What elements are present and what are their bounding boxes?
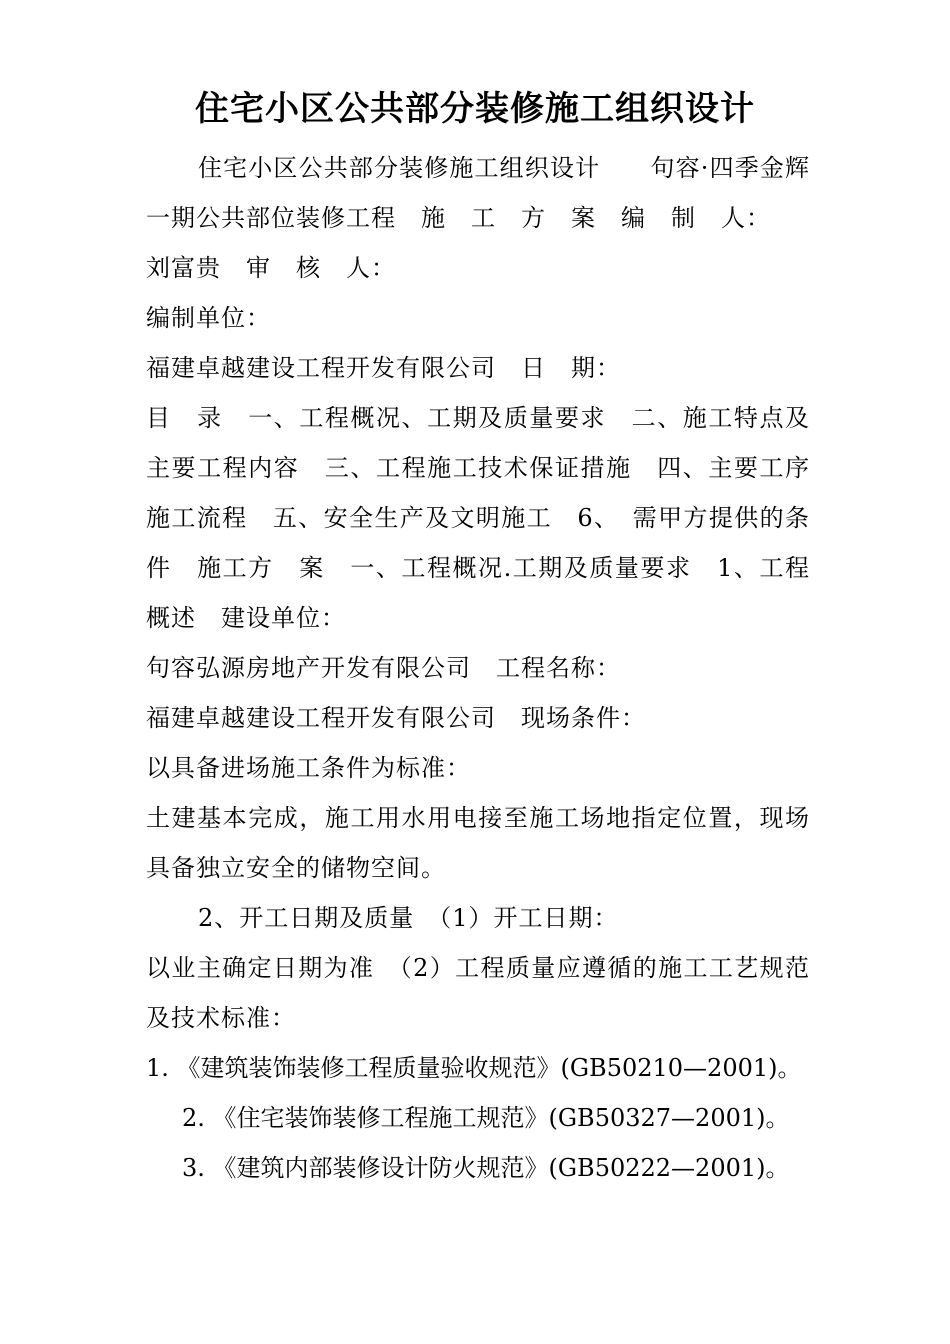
document-title: 住宅小区公共部分装修施工组织设计: [195, 89, 755, 129]
paragraph-unit: 编制单位：: [146, 304, 271, 332]
paragraph-header-info: 住宅小区公共部分装修施工组织设计 句容·四季金辉一期公共部位装修工程 施 工 方 案 编 制 人：: [146, 154, 810, 232]
paragraph-reviewer: 刘富贵 审 核 人：: [146, 254, 396, 282]
paragraph-quality-standards: 以业主确定日期为准 （2）工程质量应遵循的施工工艺规范及技术标准：: [146, 954, 810, 1032]
paragraph-start-date-heading: 2、开工日期及质量 （1）开工日期：: [198, 904, 619, 932]
paragraph-developer: 句容弘源房地产开发有限公司 工程名称：: [146, 654, 621, 682]
standard-item: 3. 《建筑内部装修设计防火规范》(GB50222—2001)。: [182, 1154, 790, 1182]
paragraph-site-ready: 土建基本完成，施工用水用电接至施工场地指定位置，现场具备独立安全的储物空间。: [146, 804, 810, 882]
document-body: [146, 143, 810, 1193]
standard-item: 1. 《建筑装饰装修工程质量验收规范》(GB50210—2001)。: [146, 1054, 802, 1082]
paragraph-company-date: 福建卓越建设工程开发有限公司 日 期：: [146, 354, 621, 382]
paragraph-site-conditions: 福建卓越建设工程开发有限公司 现场条件：: [146, 704, 646, 732]
paragraph-entry-standard: 以具备进场施工条件为标准：: [146, 754, 471, 782]
paragraph-table-of-contents: 目 录 一、工程概况、工期及质量要求 二、施工特点及主要工程内容 三、工程施工技术保证措施 四、主要工序施工流程 五、安全生产及文明施工 6、 需甲方提供的条件 施工方 案 一、工程概况.工期及质量要求 1、工程概述 建设单位：: [146, 404, 810, 632]
standard-item: 2. 《住宅装饰装修工程施工规范》(GB50327—2001)。: [182, 1104, 790, 1132]
